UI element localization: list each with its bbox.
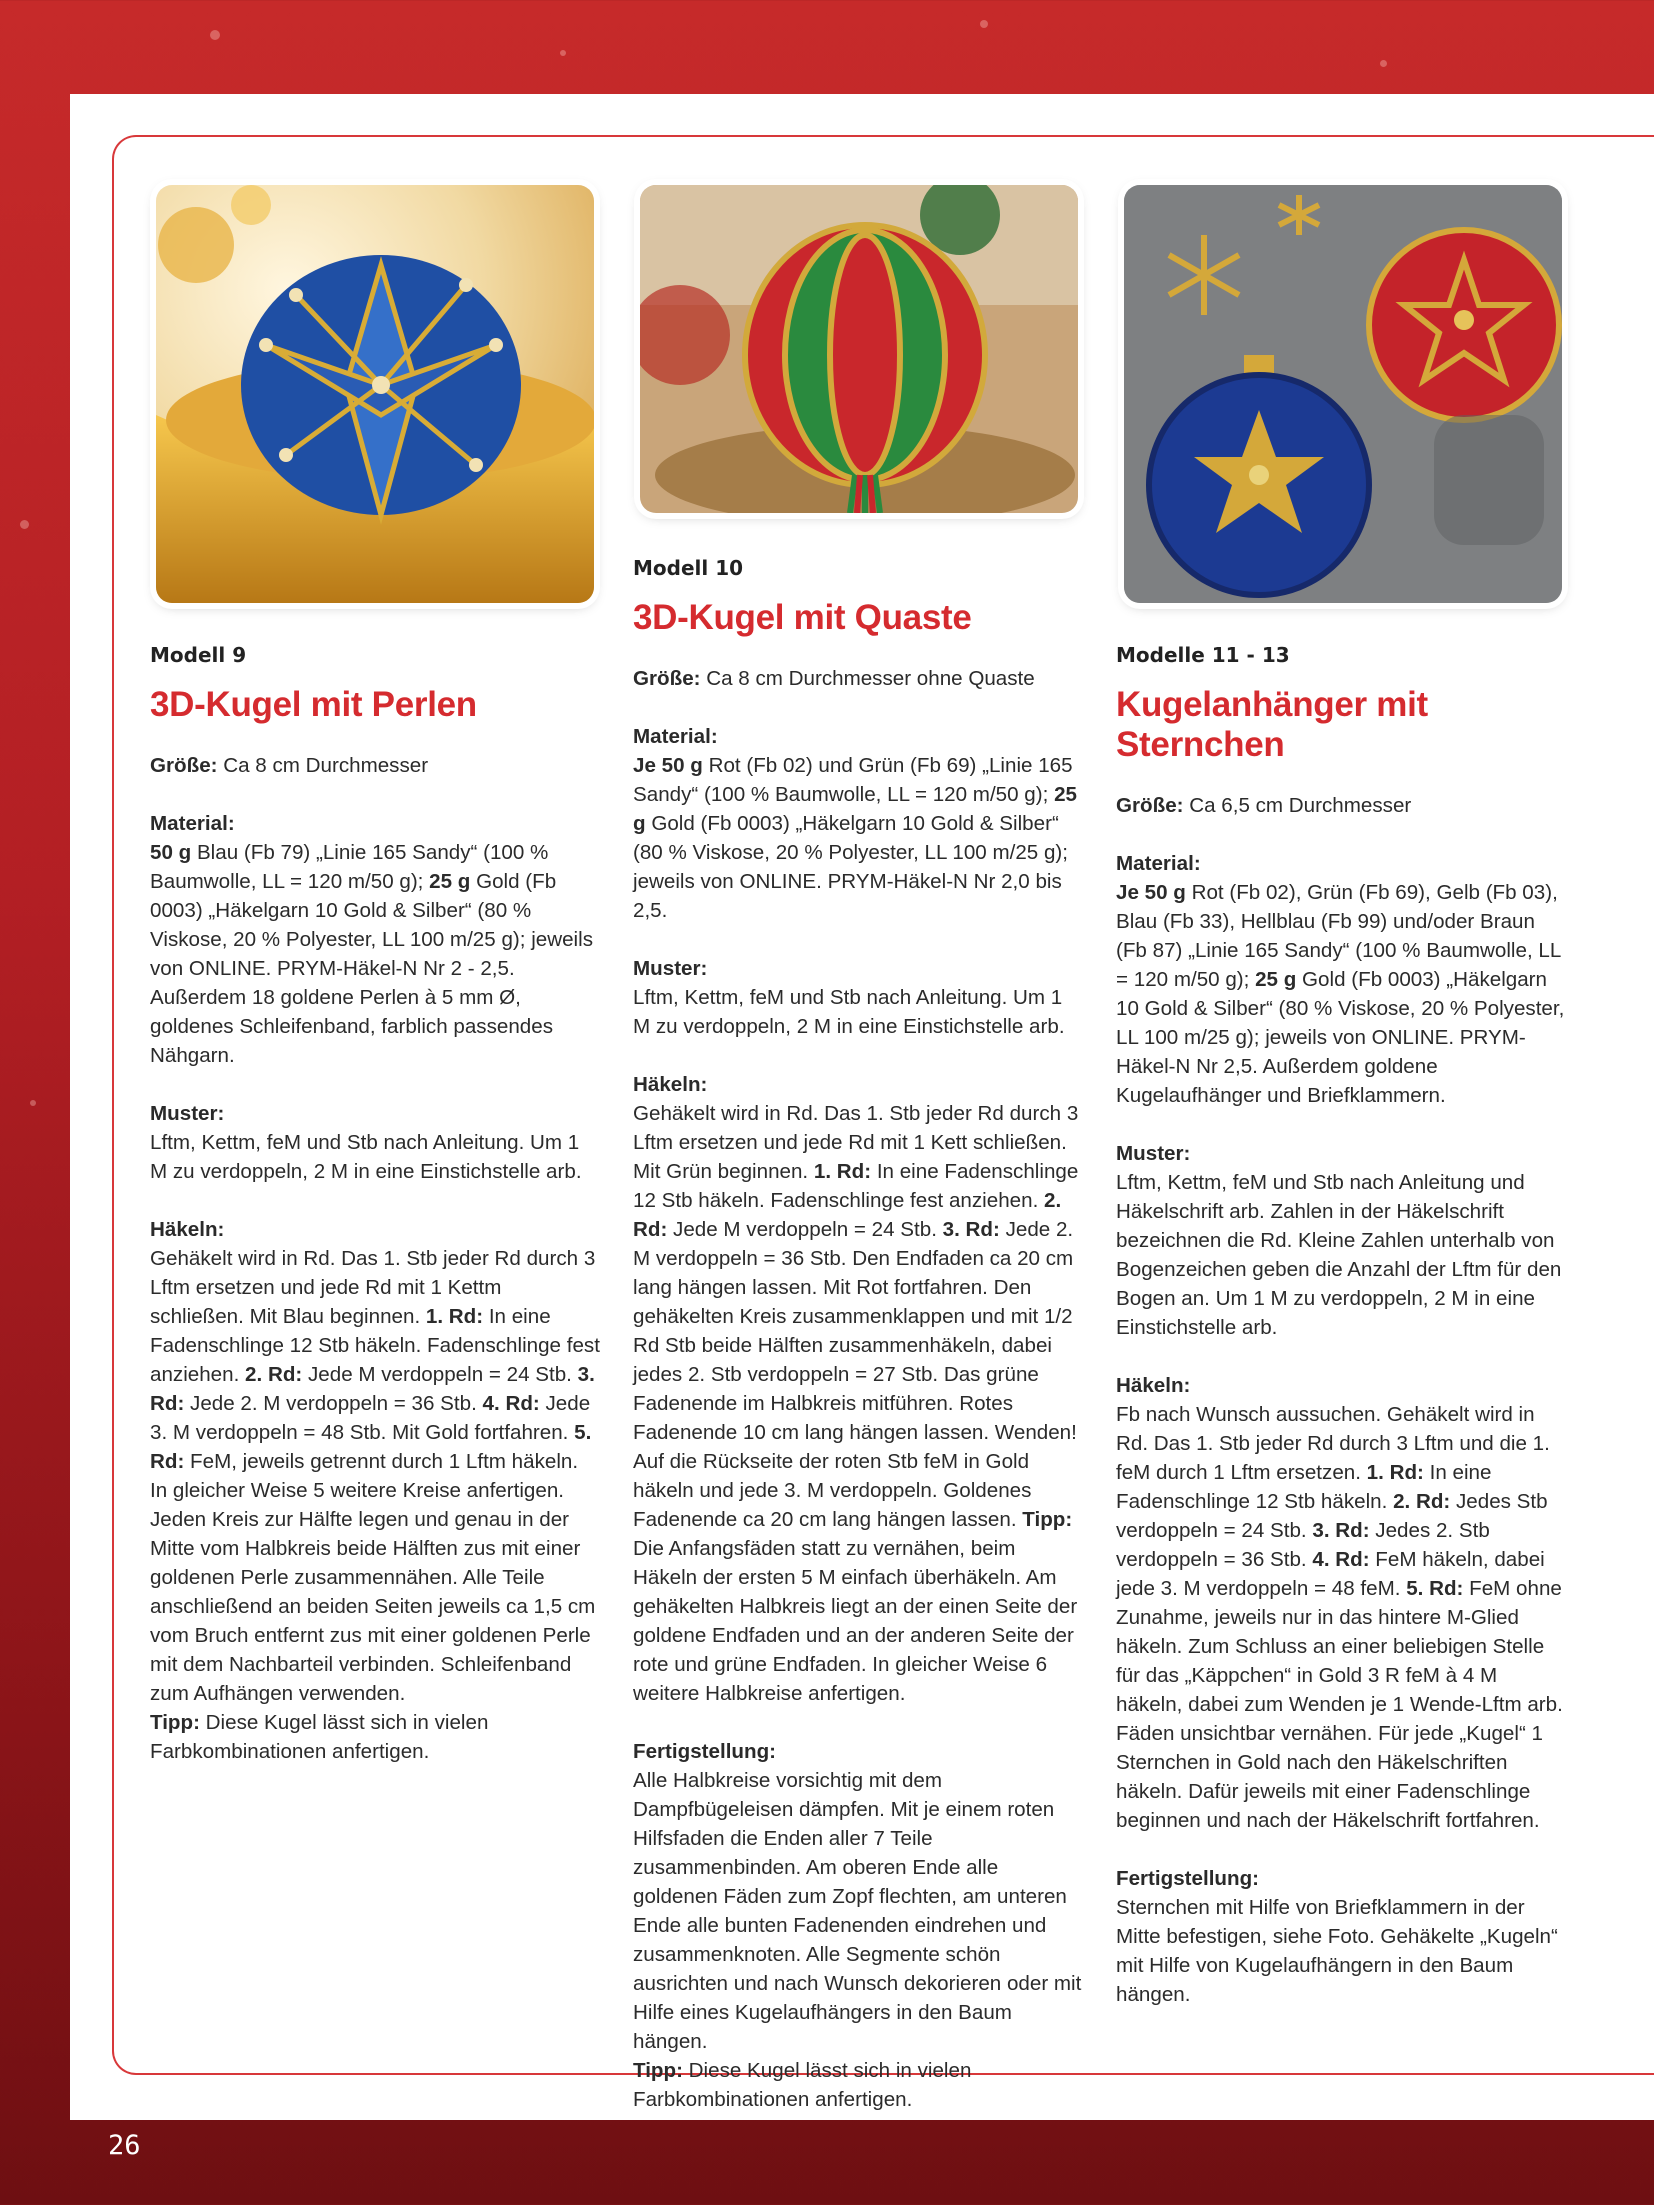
model-10-muster: Muster: Lftm, Kettm, feM und Stb nach Anleitung. Um 1 M zu verdoppeln, 2 M in eine Einstichstelle arb.	[633, 957, 1065, 1038]
model-11-fertigstellung: Fertigstellung: Sternchen mit Hilfe von Briefklammern in der Mitte befestigen, siehe Foto. Gehäkelte „Kugeln“ mit Hilfe von Kugelaufhängern in den Baum hängen.	[1116, 1867, 1558, 2006]
column-model-9	[150, 643, 600, 1766]
page-number: 26	[108, 2130, 141, 2161]
material-amount: 25 g	[429, 870, 471, 893]
model-9-material	[150, 809, 600, 1070]
model-9-haekeln	[150, 1215, 600, 1766]
background-sparkle	[30, 1100, 36, 1106]
material-text: Blau (Fb 79) „Linie 165 Sandy“ (100 % Baumwolle, LL = 120 m/50 g);	[150, 841, 549, 893]
column-model-10	[633, 556, 1083, 2114]
model-9-label: Modell 9	[150, 643, 247, 667]
model-10-label: Modell 10	[633, 556, 744, 580]
model-10-fertigstellung: Fertigstellung: Alle Halbkreise vorsichtig mit dem Dampfbügeleisen dämpfen. Mit je einem roten Hilfsfaden die Enden aller 7 Teile zusammenbinden. Am oberen Ende alle goldenen Fäden zum Zopf flechten, am unteren Ende alle bunten Fadenenden eindrehen und zusammenknoten. Alle Segmente schön ausrichten und nach Wunsch dekorieren oder mit Hilfe eines Kugelaufhängers in den Baum hängen. Tipp: Diese Kugel lässt sich in vielen Farbkombinationen anfertigen.	[633, 1740, 1082, 2111]
background-sparkle	[20, 520, 29, 529]
model-9-title: 3D-Kugel mit Perlen	[150, 685, 477, 724]
model-11-muster: Muster: Lftm, Kettm, feM und Stb nach Anleitung und Häkelschrift arb. Zahlen in der Häkelschrift bezeichnen die Rd. Kleine Zahlen unterhalb von Bogenzeichen geben die Anzahl der Lftm für den Bogen an. Um 1 M zu verdoppeln, 2 M in eine Einstichstelle arb.	[1116, 1142, 1562, 1339]
background-sparkle	[560, 50, 566, 56]
photo-3d-ball-tassel	[640, 185, 1078, 513]
material-amount: 50 g	[150, 841, 192, 864]
model-11-title: Kugelanhänger mit Sternchen	[1116, 685, 1428, 764]
size-label: Größe:	[150, 754, 218, 777]
size-text: Ca 8 cm Durchmesser	[217, 754, 429, 777]
model-11-material: Material: Je 50 g Rot (Fb 02), Grün (Fb 69), Gelb (Fb 03), Blau (Fb 33), Hellblau (Fb 99) und/oder Braun (Fb 87) „Linie 165 Sandy“ (100 % Baumwolle, LL = 120 m/50 g); 25 g Gold (Fb 0003) „Häkelgarn 10 Gold & Silber“ (80 % Viskose, 20 % Polyester, LL 100 m/25 g); jeweils von ONLINE. PRYM-Häkel-N Nr 2,5. Außerdem goldene Kugelaufhänger und Briefklammern.	[1116, 852, 1565, 1107]
model-11-haekeln: Häkeln: Fb nach Wunsch aussuchen. Gehäkelt wird in Rd. Das 1. Stb jeder Rd durch 3 Lftm und die 1. feM durch 1 Lftm ersetzen. 1. Rd: In eine Fadenschlinge 12 Stb häkeln. 2. Rd: Jedes Stb verdoppeln = 24 Stb. 3. Rd: Jedes 2. Stb verdoppeln = 36 Stb. 4. Rd: FeM häkeln, dabei jede 3. M verdoppeln = 48 feM. 5. Rd: FeM ohne Zunahme, jeweils nur in das hintere M-Glied häkeln. Zum Schluss an einer beliebigen Stelle für das „Käppchen“ in Gold 3 R feM à 4 M häkeln, dabei zum Wenden je 1 Wende-Lftm arb. Fäden unsichtbar vernähen. Für jede „Kugel“ 1 Sternchen in Gold nach den Häkelschriften häkeln. Dafür jeweils mit einer Fadenschlinge beginnen und nach der Häkelschrift fortfahren.	[1116, 1374, 1563, 1832]
model-10-size: Größe: Ca 8 cm Durchmesser ohne Quaste	[633, 667, 1035, 690]
haekeln-heading: Häkeln:	[150, 1218, 225, 1241]
haekeln-text: Gehäkelt wird in Rd. Das 1. Stb jeder Rd durch 3 Lftm ersetzen und jede Rd mit 1 Kettm schließen. Mit Blau beginnen. 1. Rd: In eine Fadenschlinge 12 Stb häkeln. Fadenschlinge fest anziehen. 2. Rd: Jede M verdoppeln = 24 Stb. 3. Rd: Jede 2. M verdoppeln = 36 Stb. 4. Rd: Jede 3. M verdoppeln = 48 Stb. Mit Gold fortfahren. 5. Rd: FeM, jeweils getrennt durch 1 Lftm häkeln. In gleicher Weise 5 weitere Kreise anfertigen. Jeden Kreis zur Hälfte legen und genau in der Mitte vom Halbkreis beide Hälften zus mit einer goldenen Perle zusammennähen. Alle Teile anschließend an beiden Seiten jeweils ca 1,5 cm vom Bruch entfernt zus mit einer goldenen Perle mit dem Nachbarteil verbinden. Schleifenband zum Aufhängen verwenden.	[150, 1247, 600, 1705]
background-sparkle	[980, 20, 988, 28]
background-sparkle	[1380, 60, 1387, 67]
model-11-label: Modelle 11 - 13	[1116, 643, 1290, 667]
column-models-11-13	[1116, 643, 1566, 2009]
model-11-size: Größe: Ca 6,5 cm Durchmesser	[1116, 794, 1412, 817]
muster-heading: Muster:	[150, 1102, 225, 1125]
photo-ornaments-stars	[1124, 185, 1562, 603]
model-10-title: 3D-Kugel mit Quaste	[633, 598, 972, 637]
material-heading: Material:	[150, 812, 235, 835]
model-9-muster	[150, 1099, 600, 1186]
muster-text: Lftm, Kettm, feM und Stb nach Anleitung. Um 1 M zu verdoppeln, 2 M in eine Einstichstelle arb.	[150, 1131, 582, 1183]
tip-text: Tipp: Diese Kugel lässt sich in vielen Farbkombinationen anfertigen.	[150, 1711, 489, 1763]
model-10-haekeln: Häkeln: Gehäkelt wird in Rd. Das 1. Stb jeder Rd durch 3 Lftm ersetzen und jede Rd mit 1 Kett schließen. Mit Grün beginnen. 1. Rd: In eine Fadenschlinge 12 Stb häkeln. Fadenschlinge fest anziehen. 2. Rd: Jede M verdoppeln = 24 Stb. 3. Rd: Jede 2. M verdoppeln = 36 Stb. Den Endfaden ca 20 cm lang hängen lassen. Mit Rot fortfahren. Den gehäkelten Kreis zusammenklappen und mit 1/2 Rd Stb beide Hälften zusammenhäkeln, dabei jedes 2. Stb verdoppeln = 27 Stb. Das grüne Fadenende im Halbkreis mitführen. Rotes Fadenende 10 cm lang hängen lassen. Wenden! Auf die Rückseite der roten Stb feM in Gold häkeln und jede 3. M verdoppeln. Goldenes Fadenende ca 20 cm lang hängen lassen. Tipp: Die Anfangsfäden statt zu vernähen, beim Häkeln der ersten 5 M einfach überhäkeln. Am gehäkelten Halbkreis liegt an der einen Seite der goldene Endfaden und an der anderen Seite der rote und grüne Endfaden. In gleicher Weise 6 weitere Halbkreise anfertigen.	[633, 1073, 1079, 1705]
photo-3d-ball-pearls	[156, 185, 594, 603]
material-text: Gold (Fb 0003) „Häkelgarn 10 Gold & Silber“ (80 % Viskose, 20 % Polyester, LL 100 m/25 g); jeweils von ONLINE. PRYM-Häkel-N Nr 2 - 2,5. Außerdem 18 goldene Perlen à 5 mm Ø, goldenes Schleifenband, farblich passendes Nähgarn.	[150, 870, 593, 1067]
model-9-size	[150, 751, 600, 780]
model-10-material: Material: Je 50 g Rot (Fb 02) und Grün (Fb 69) „Linie 165 Sandy“ (100 % Baumwolle, LL = 120 m/50 g); 25 g Gold (Fb 0003) „Häkelgarn 10 Gold & Silber“ (80 % Viskose, 20 % Polyester, LL 100 m/25 g); jeweils von ONLINE. PRYM-Häkel-N Nr 2,0 bis 2,5.	[633, 725, 1077, 922]
background-sparkle	[210, 30, 220, 40]
